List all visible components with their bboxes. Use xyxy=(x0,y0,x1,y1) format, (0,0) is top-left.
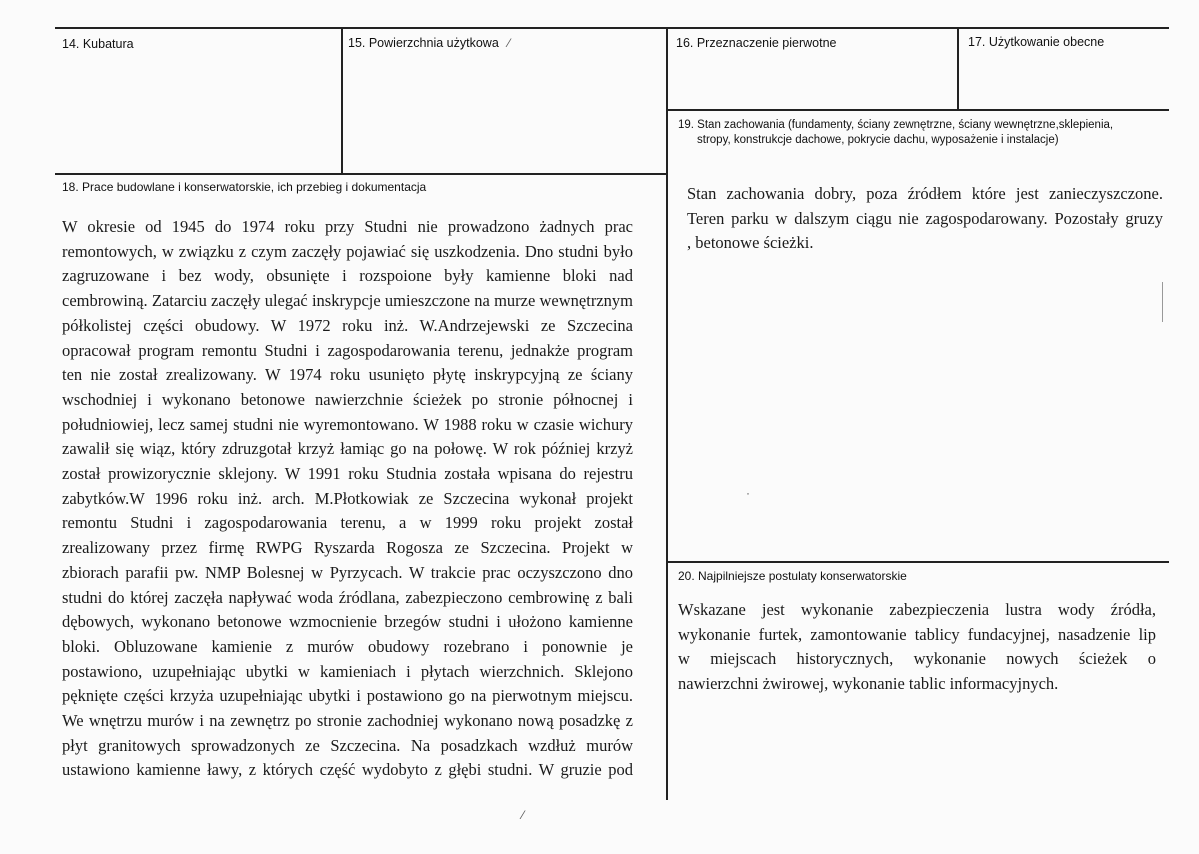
text-line: opracował program remontu Studni i zagospodarowania terenu, jednakże program xyxy=(62,340,633,360)
text-line: We wnętrzu murów i na zewnętrz po stronie zachodniej wykonano nową posadzkę z xyxy=(62,711,633,731)
text-line: W okresie od 1945 do 1974 roku przy Studni nie prowadzono żadnych prac xyxy=(62,217,633,236)
field-15-label: 15. Powierzchnia użytkowa xyxy=(348,36,499,50)
field-19-label xyxy=(678,118,1168,148)
text-line: zawalił się wiąz, który zdruzgotał krzyż łamiąc go na połowę. W rok później krzyż xyxy=(62,439,633,459)
section-19-text xyxy=(687,182,1163,256)
text-line: ten nie został zrealizowany. W 1974 roku usunięto płytę inskrypcyjną ze ściany xyxy=(62,365,633,385)
section-18-text xyxy=(62,215,633,783)
text-line: bloki. Obluzowane kamienie z murów obudowy rozebrano i ponownie je xyxy=(62,636,633,656)
scan-mark-bottom: ⁄ xyxy=(522,808,525,822)
field-18-label: 18. Prace budowlane i konserwatorskie, ich przebieg i dokumentacja xyxy=(62,180,427,194)
text-line: wykonanie furtek, zamontowanie tablicy fundacyjnej, nasadzenie lip xyxy=(678,624,1156,644)
text-line: , betonowe ścieżki. xyxy=(687,233,814,253)
text-line: studni do której zaczęła napływać woda źródlana, zabezpieczono cembrowinę z bali xyxy=(62,587,633,607)
scan-mark-dot: · xyxy=(746,486,750,500)
field-19-label-line1: 19. Stan zachowania (fundamenty, ściany zewnętrzne, ściany wewnętrzne,sklepienia, xyxy=(678,119,1114,131)
col-divider-14-15 xyxy=(341,27,343,173)
text-line: w miejscach historycznych, wykonanie nowych ścieżek o xyxy=(678,649,1156,669)
text-line: płyt granitowych sprowadzonych ze Szczecina. Na posadzkach wzdłuż murów xyxy=(62,735,633,755)
section-20-text xyxy=(678,598,1156,697)
col-divider-main xyxy=(666,27,668,800)
text-line: remontowych, w związku z czym zaczęły pojawiać się uszkodzenia. Dno studni było xyxy=(62,241,633,261)
row2-border-left xyxy=(55,173,667,175)
text-line: zrealizowany przez firmę RWPG Ryszarda Rogosza ze Szczecina. Projekt w xyxy=(62,538,633,558)
text-line: Wskazane jest wykonanie zabezpieczenia lustra wody źródła, xyxy=(678,600,1156,619)
text-line: został prowizorycznie sklejony. W 1991 roku Studnia została wpisana do rejestru xyxy=(62,464,633,484)
field-19-label-line2: stropy, konstrukcje dachowe, pokrycie dachu, wyposażenie i instalacje) xyxy=(697,134,1059,146)
text-line: zabytków.W 1996 roku inż. arch. M.Płotkowiak ze Szczecina wykonał projekt xyxy=(62,488,633,508)
field-16-label: 16. Przeznaczenie pierwotne xyxy=(676,36,837,50)
text-line: południowiej, lecz samej studni nie wyremontowano. W 1988 roku w czasie wichury xyxy=(62,414,633,434)
row2-border-right-mid xyxy=(667,109,958,111)
text-line: dębowych, wykonano betonowe wzmocnienie brzegów studni i ułożono kamienne xyxy=(62,612,633,632)
text-line: wschodniej i wykonano betonowe nawierzchnie ścieżek po stronie północnej i xyxy=(62,389,633,409)
text-line: remontu Studni i zagospodarowania terenu, a w 1999 roku projekt został xyxy=(62,513,633,533)
text-line: ustawiono kamienne ławy, z których część wydobyto z głębi studni. W gruzie pod xyxy=(62,760,633,780)
section20-border xyxy=(667,561,1169,563)
text-line: pęknięte części krzyża uzupełniając ubytki i postawiono go na pierwotnym miejscu. xyxy=(62,686,633,706)
text-line: zbiorach parafii pw. NMP Bolesnej w Pyrzycach. W trakcie prac oczyszczono dno xyxy=(62,562,633,582)
text-line: zagruzowane i bez wody, obsunięte i rozspoione były kamienne bloki nad xyxy=(62,266,633,286)
scan-mark-line xyxy=(1162,282,1163,322)
field-17-label: 17. Użytkowanie obecne xyxy=(968,35,1105,49)
row2-border-right xyxy=(957,109,1169,111)
text-line: cembrowiną. Zatarciu zaczęły ulegać inskrypcje umieszczone na murze wewnętrznym xyxy=(62,291,633,311)
text-line: postawiono, uzupełniając ubytki w kamieniach i płytach wierzchnich. Sklejono xyxy=(62,661,633,681)
top-border xyxy=(55,27,1169,29)
field-14-label: 14. Kubatura xyxy=(62,37,134,51)
text-line: Teren parku w dalszym ciągu nie zagospodarowany. Pozostały gruzy xyxy=(687,208,1163,228)
text-line: półkolistej części obudowy. W 1972 roku inż. W.Andrzejewski ze Szczecina xyxy=(62,315,633,335)
text-line: nawierzchni żwirowej, wykonanie tablic informacyjnych. xyxy=(678,674,1059,694)
field-20-label: 20. Najpilniejsze postulaty konserwatorskie xyxy=(678,569,907,583)
col-divider-16-17 xyxy=(957,27,959,109)
text-line: Stan zachowania dobry, poza źródłem które jest zanieczyszczone. xyxy=(687,184,1163,203)
scan-mark-tick: ⁄ xyxy=(508,36,511,50)
